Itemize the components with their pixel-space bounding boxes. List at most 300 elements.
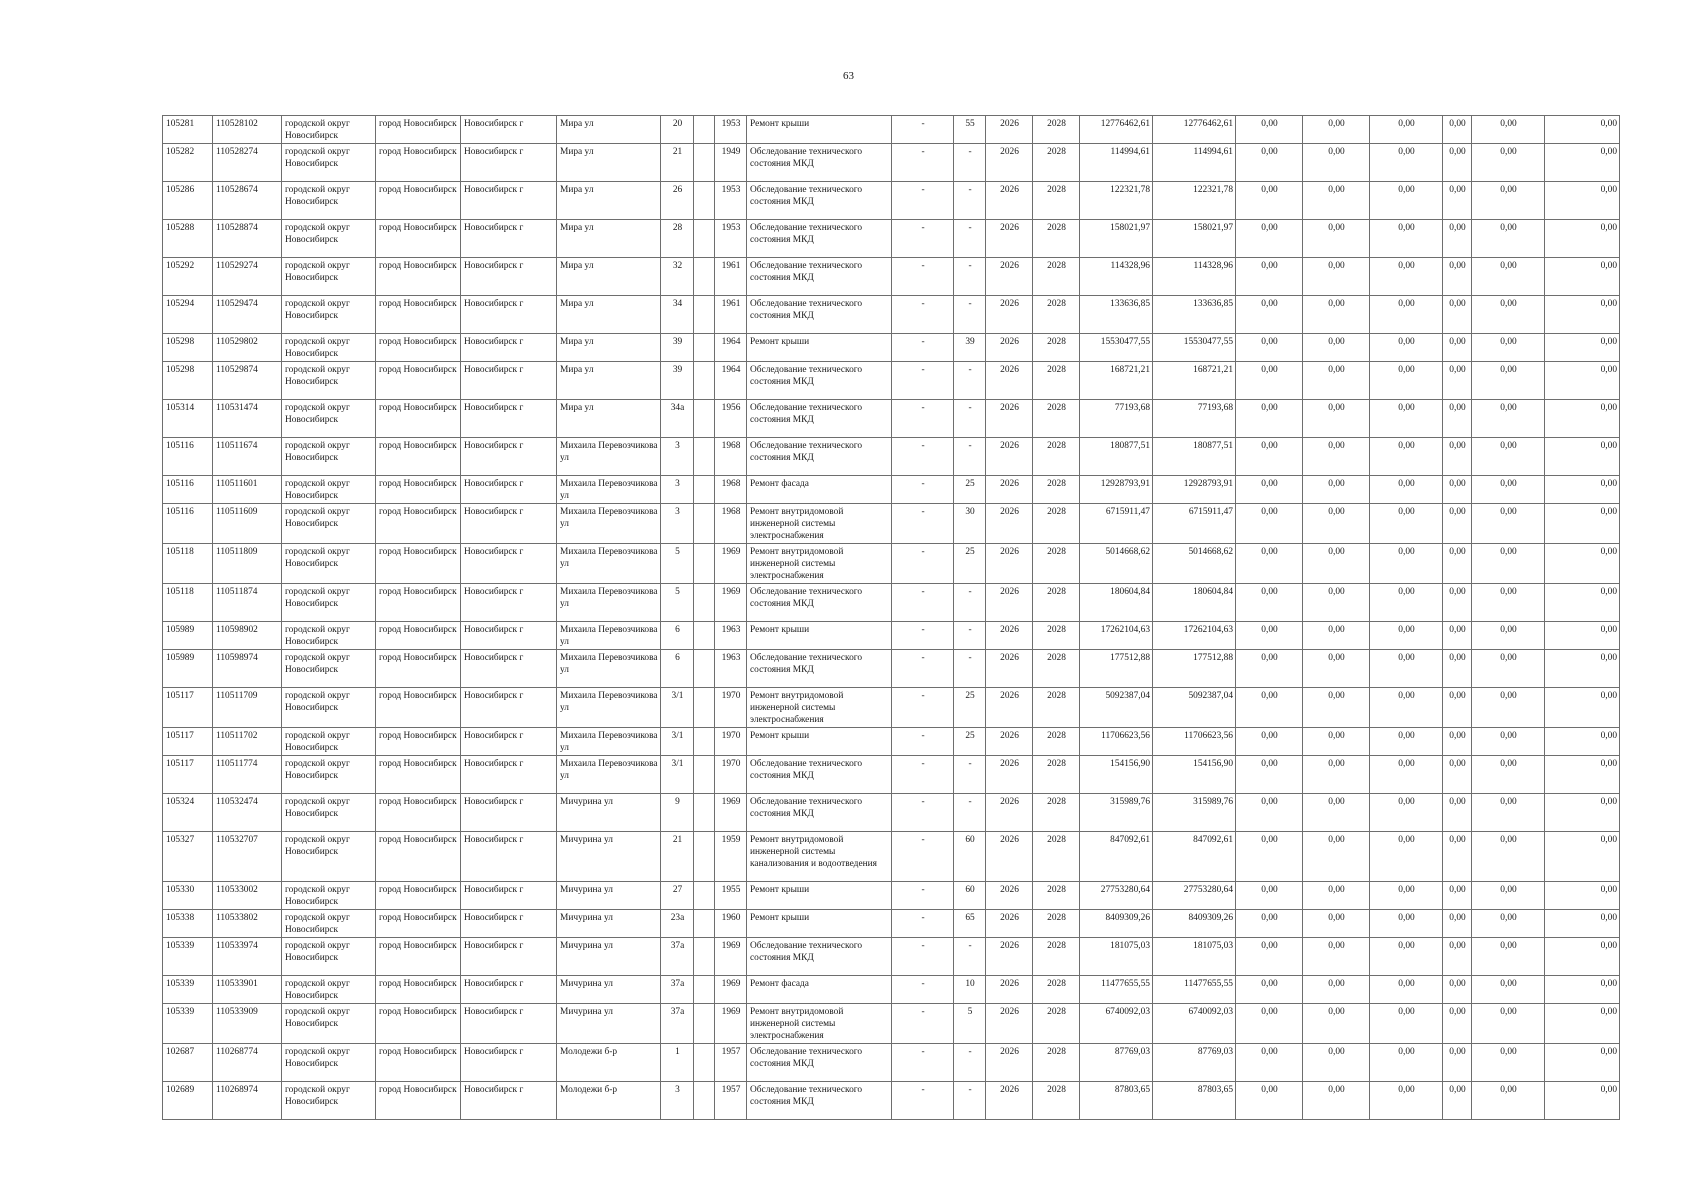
cell-cost: 15530477,55 xyxy=(1080,334,1153,362)
cell-funding-3: 0,00 xyxy=(1370,1082,1443,1120)
table-row xyxy=(163,116,1620,144)
cell-work-flag: - xyxy=(892,584,954,622)
cell-work-code: 110268774 xyxy=(213,1044,282,1082)
cell-district: городской округ Новосибирск xyxy=(282,1004,376,1044)
cell-funding-3: 0,00 xyxy=(1370,334,1443,362)
cell-funding-4: 0,00 xyxy=(1443,296,1472,334)
cell-work-type: Обследование технического состояния МКД xyxy=(747,182,892,220)
cell-cost: 11477655,55 xyxy=(1080,976,1153,1004)
cell-funding-3: 0,00 xyxy=(1370,258,1443,296)
table-row xyxy=(163,976,1620,1004)
cell-funding-1: 0,00 xyxy=(1236,296,1303,334)
cell-district: городской округ Новосибирск xyxy=(282,910,376,938)
cell-street: Михаила Перевозчикова ул xyxy=(557,756,661,794)
table-row xyxy=(163,476,1620,504)
cell-year-end: 2028 xyxy=(1033,182,1080,220)
cell-city: Новосибирск г xyxy=(461,882,557,910)
cell-year-start: 2026 xyxy=(986,622,1033,650)
cell-work-type: Обследование технического состояния МКД xyxy=(747,144,892,182)
cell-funding-1: 0,00 xyxy=(1236,584,1303,622)
cell-district: городской округ Новосибирск xyxy=(282,938,376,976)
table-row xyxy=(163,756,1620,794)
table-row xyxy=(163,728,1620,756)
cell-settlement: город Новосибирск xyxy=(376,756,461,794)
cell-funding-4: 0,00 xyxy=(1443,756,1472,794)
cell-settlement: город Новосибирск xyxy=(376,688,461,728)
cell-year-end: 2028 xyxy=(1033,728,1080,756)
cell-building-letter xyxy=(694,756,715,794)
cell-row-id: 105298 xyxy=(163,362,213,400)
cell-cost: 6715911,47 xyxy=(1080,504,1153,544)
cell-row-id: 105298 xyxy=(163,334,213,362)
cell-street: Мира ул xyxy=(557,116,661,144)
cell-row-id: 102687 xyxy=(163,1044,213,1082)
cell-house-number: 37а xyxy=(661,976,694,1004)
cell-cost-total: 12776462,61 xyxy=(1153,116,1236,144)
cell-work-code: 110511702 xyxy=(213,728,282,756)
cell-funding-5: 0,00 xyxy=(1472,400,1545,438)
cell-funding-6: 0,00 xyxy=(1545,1004,1620,1044)
cell-year-start: 2026 xyxy=(986,882,1033,910)
cell-funding-2: 0,00 xyxy=(1303,504,1370,544)
cell-row-id: 105286 xyxy=(163,182,213,220)
cell-street: Мичурина ул xyxy=(557,910,661,938)
cell-work-code: 110531474 xyxy=(213,400,282,438)
cell-row-id: 105339 xyxy=(163,1004,213,1044)
cell-city: Новосибирск г xyxy=(461,976,557,1004)
cell-work-code: 110598974 xyxy=(213,650,282,688)
cell-build-year: 1968 xyxy=(715,438,747,476)
cell-district: городской округ Новосибирск xyxy=(282,476,376,504)
cell-year-start: 2026 xyxy=(986,1004,1033,1044)
cell-service-life: - xyxy=(954,756,986,794)
cell-cost-total: 12928793,91 xyxy=(1153,476,1236,504)
cell-cost-total: 77193,68 xyxy=(1153,400,1236,438)
cell-district: городской округ Новосибирск xyxy=(282,220,376,258)
cell-funding-5: 0,00 xyxy=(1472,650,1545,688)
cell-work-code: 110529274 xyxy=(213,258,282,296)
cell-funding-2: 0,00 xyxy=(1303,794,1370,832)
cell-district: городской округ Новосибирск xyxy=(282,832,376,882)
cell-cost-total: 6715911,47 xyxy=(1153,504,1236,544)
cell-year-end: 2028 xyxy=(1033,438,1080,476)
cell-row-id: 105282 xyxy=(163,144,213,182)
cell-row-id: 105314 xyxy=(163,400,213,438)
cell-work-code: 110268974 xyxy=(213,1082,282,1120)
cell-funding-6: 0,00 xyxy=(1545,182,1620,220)
cell-service-life: - xyxy=(954,1044,986,1082)
cell-work-flag: - xyxy=(892,910,954,938)
cell-street: Михаила Перевозчикова ул xyxy=(557,438,661,476)
cell-house-number: 5 xyxy=(661,544,694,584)
cell-funding-1: 0,00 xyxy=(1236,476,1303,504)
cell-year-end: 2028 xyxy=(1033,622,1080,650)
cell-street: Михаила Перевозчикова ул xyxy=(557,622,661,650)
cell-work-code: 110511709 xyxy=(213,688,282,728)
cell-street: Михаила Перевозчикова ул xyxy=(557,584,661,622)
cell-building-letter xyxy=(694,976,715,1004)
cell-cost-total: 11477655,55 xyxy=(1153,976,1236,1004)
cell-work-type: Ремонт крыши xyxy=(747,334,892,362)
cell-city: Новосибирск г xyxy=(461,116,557,144)
cell-work-flag: - xyxy=(892,622,954,650)
table-row xyxy=(163,794,1620,832)
cell-building-letter xyxy=(694,728,715,756)
cell-house-number: 5 xyxy=(661,584,694,622)
cell-cost-total: 158021,97 xyxy=(1153,220,1236,258)
table-row xyxy=(163,296,1620,334)
cell-funding-6: 0,00 xyxy=(1545,334,1620,362)
table-row xyxy=(163,1044,1620,1082)
cell-work-flag: - xyxy=(892,688,954,728)
cell-year-start: 2026 xyxy=(986,650,1033,688)
cell-service-life: - xyxy=(954,938,986,976)
cell-cost: 8409309,26 xyxy=(1080,910,1153,938)
table-row xyxy=(163,882,1620,910)
cell-year-start: 2026 xyxy=(986,938,1033,976)
cell-city: Новосибирск г xyxy=(461,688,557,728)
capital-repair-register-table xyxy=(162,115,1620,1120)
cell-work-type: Ремонт внутридомовой инженерной системы электроснабжения xyxy=(747,688,892,728)
cell-build-year: 1961 xyxy=(715,258,747,296)
cell-funding-3: 0,00 xyxy=(1370,144,1443,182)
cell-year-start: 2026 xyxy=(986,258,1033,296)
cell-service-life: - xyxy=(954,650,986,688)
cell-funding-4: 0,00 xyxy=(1443,688,1472,728)
cell-year-end: 2028 xyxy=(1033,116,1080,144)
cell-funding-6: 0,00 xyxy=(1545,438,1620,476)
cell-funding-5: 0,00 xyxy=(1472,544,1545,584)
cell-funding-4: 0,00 xyxy=(1443,1082,1472,1120)
cell-build-year: 1970 xyxy=(715,688,747,728)
cell-funding-3: 0,00 xyxy=(1370,400,1443,438)
cell-build-year: 1960 xyxy=(715,910,747,938)
cell-cost: 11706623,56 xyxy=(1080,728,1153,756)
cell-district: городской округ Новосибирск xyxy=(282,438,376,476)
cell-funding-5: 0,00 xyxy=(1472,910,1545,938)
cell-row-id: 105116 xyxy=(163,476,213,504)
cell-settlement: город Новосибирск xyxy=(376,116,461,144)
cell-funding-3: 0,00 xyxy=(1370,622,1443,650)
cell-funding-2: 0,00 xyxy=(1303,476,1370,504)
cell-build-year: 1970 xyxy=(715,756,747,794)
cell-funding-5: 0,00 xyxy=(1472,1004,1545,1044)
cell-year-start: 2026 xyxy=(986,1082,1033,1120)
cell-work-code: 110533974 xyxy=(213,938,282,976)
cell-cost: 5014668,62 xyxy=(1080,544,1153,584)
cell-funding-2: 0,00 xyxy=(1303,938,1370,976)
cell-build-year: 1953 xyxy=(715,116,747,144)
cell-year-end: 2028 xyxy=(1033,756,1080,794)
cell-settlement: город Новосибирск xyxy=(376,144,461,182)
cell-work-type: Обследование технического состояния МКД xyxy=(747,296,892,334)
cell-city: Новосибирск г xyxy=(461,182,557,220)
cell-district: городской округ Новосибирск xyxy=(282,688,376,728)
cell-work-code: 110532707 xyxy=(213,832,282,882)
cell-cost-total: 154156,90 xyxy=(1153,756,1236,794)
cell-funding-5: 0,00 xyxy=(1472,438,1545,476)
cell-funding-1: 0,00 xyxy=(1236,1004,1303,1044)
cell-funding-4: 0,00 xyxy=(1443,882,1472,910)
cell-year-end: 2028 xyxy=(1033,976,1080,1004)
cell-row-id: 105117 xyxy=(163,688,213,728)
cell-work-code: 110528674 xyxy=(213,182,282,220)
cell-funding-6: 0,00 xyxy=(1545,882,1620,910)
cell-year-end: 2028 xyxy=(1033,296,1080,334)
table-row xyxy=(163,400,1620,438)
cell-district: городской округ Новосибирск xyxy=(282,1082,376,1120)
cell-build-year: 1969 xyxy=(715,584,747,622)
cell-funding-5: 0,00 xyxy=(1472,362,1545,400)
cell-settlement: город Новосибирск xyxy=(376,650,461,688)
cell-row-id: 102689 xyxy=(163,1082,213,1120)
cell-year-start: 2026 xyxy=(986,728,1033,756)
cell-funding-3: 0,00 xyxy=(1370,650,1443,688)
cell-year-end: 2028 xyxy=(1033,476,1080,504)
table-row xyxy=(163,1004,1620,1044)
cell-district: городской округ Новосибирск xyxy=(282,650,376,688)
cell-cost-total: 8409309,26 xyxy=(1153,910,1236,938)
cell-service-life: - xyxy=(954,220,986,258)
cell-street: Мира ул xyxy=(557,182,661,220)
cell-funding-5: 0,00 xyxy=(1472,258,1545,296)
cell-work-flag: - xyxy=(892,116,954,144)
cell-service-life: - xyxy=(954,622,986,650)
cell-street: Мичурина ул xyxy=(557,882,661,910)
cell-year-end: 2028 xyxy=(1033,650,1080,688)
cell-building-letter xyxy=(694,910,715,938)
cell-funding-2: 0,00 xyxy=(1303,584,1370,622)
cell-funding-2: 0,00 xyxy=(1303,400,1370,438)
cell-cost: 168721,21 xyxy=(1080,362,1153,400)
cell-building-letter xyxy=(694,1004,715,1044)
cell-work-code: 110528274 xyxy=(213,144,282,182)
cell-work-flag: - xyxy=(892,728,954,756)
cell-cost-total: 114994,61 xyxy=(1153,144,1236,182)
cell-funding-5: 0,00 xyxy=(1472,832,1545,882)
cell-cost: 180604,84 xyxy=(1080,584,1153,622)
cell-settlement: город Новосибирск xyxy=(376,794,461,832)
cell-funding-3: 0,00 xyxy=(1370,728,1443,756)
cell-funding-1: 0,00 xyxy=(1236,910,1303,938)
cell-funding-1: 0,00 xyxy=(1236,438,1303,476)
cell-funding-1: 0,00 xyxy=(1236,258,1303,296)
cell-work-type: Ремонт крыши xyxy=(747,116,892,144)
cell-funding-1: 0,00 xyxy=(1236,688,1303,728)
cell-house-number: 28 xyxy=(661,220,694,258)
cell-cost-total: 180604,84 xyxy=(1153,584,1236,622)
cell-work-type: Ремонт внутридомовой инженерной системы канализования и водоотведения xyxy=(747,832,892,882)
cell-work-code: 110528874 xyxy=(213,220,282,258)
cell-city: Новосибирск г xyxy=(461,938,557,976)
cell-funding-2: 0,00 xyxy=(1303,220,1370,258)
cell-row-id: 105339 xyxy=(163,976,213,1004)
cell-funding-3: 0,00 xyxy=(1370,438,1443,476)
table-row xyxy=(163,910,1620,938)
cell-work-type: Ремонт фасада xyxy=(747,976,892,1004)
cell-work-type: Обследование технического состояния МКД xyxy=(747,220,892,258)
cell-city: Новосибирск г xyxy=(461,1004,557,1044)
cell-work-flag: - xyxy=(892,400,954,438)
cell-city: Новосибирск г xyxy=(461,1044,557,1082)
cell-house-number: 32 xyxy=(661,258,694,296)
cell-house-number: 37а xyxy=(661,1004,694,1044)
cell-service-life: 60 xyxy=(954,882,986,910)
cell-row-id: 105118 xyxy=(163,544,213,584)
cell-settlement: город Новосибирск xyxy=(376,1044,461,1082)
cell-funding-2: 0,00 xyxy=(1303,882,1370,910)
table-row xyxy=(163,362,1620,400)
cell-work-type: Ремонт крыши xyxy=(747,728,892,756)
cell-funding-2: 0,00 xyxy=(1303,976,1370,1004)
cell-build-year: 1964 xyxy=(715,362,747,400)
cell-building-letter xyxy=(694,144,715,182)
cell-row-id: 105292 xyxy=(163,258,213,296)
cell-work-flag: - xyxy=(892,438,954,476)
cell-settlement: город Новосибирск xyxy=(376,910,461,938)
cell-funding-4: 0,00 xyxy=(1443,182,1472,220)
cell-house-number: 39 xyxy=(661,334,694,362)
cell-funding-3: 0,00 xyxy=(1370,220,1443,258)
cell-city: Новосибирск г xyxy=(461,544,557,584)
cell-year-end: 2028 xyxy=(1033,144,1080,182)
cell-funding-4: 0,00 xyxy=(1443,220,1472,258)
table-row xyxy=(163,650,1620,688)
cell-work-flag: - xyxy=(892,334,954,362)
cell-year-end: 2028 xyxy=(1033,362,1080,400)
cell-funding-2: 0,00 xyxy=(1303,258,1370,296)
cell-build-year: 1969 xyxy=(715,976,747,1004)
cell-house-number: 9 xyxy=(661,794,694,832)
cell-funding-2: 0,00 xyxy=(1303,728,1370,756)
cell-work-code: 110511774 xyxy=(213,756,282,794)
cell-street: Мира ул xyxy=(557,144,661,182)
cell-work-type: Обследование технического состояния МКД xyxy=(747,938,892,976)
cell-settlement: город Новосибирск xyxy=(376,504,461,544)
cell-district: городской округ Новосибирск xyxy=(282,544,376,584)
cell-cost-total: 6740092,03 xyxy=(1153,1004,1236,1044)
cell-funding-3: 0,00 xyxy=(1370,976,1443,1004)
cell-funding-4: 0,00 xyxy=(1443,438,1472,476)
cell-funding-5: 0,00 xyxy=(1472,584,1545,622)
cell-funding-4: 0,00 xyxy=(1443,910,1472,938)
cell-funding-6: 0,00 xyxy=(1545,650,1620,688)
cell-row-id: 105117 xyxy=(163,728,213,756)
cell-funding-1: 0,00 xyxy=(1236,976,1303,1004)
cell-cost-total: 15530477,55 xyxy=(1153,334,1236,362)
cell-street: Михаила Перевозчикова ул xyxy=(557,688,661,728)
cell-city: Новосибирск г xyxy=(461,220,557,258)
cell-work-code: 110533909 xyxy=(213,1004,282,1044)
cell-work-type: Обследование технического состояния МКД xyxy=(747,438,892,476)
cell-settlement: город Новосибирск xyxy=(376,438,461,476)
cell-building-letter xyxy=(694,794,715,832)
cell-cost-total: 180877,51 xyxy=(1153,438,1236,476)
cell-street: Мичурина ул xyxy=(557,976,661,1004)
cell-funding-2: 0,00 xyxy=(1303,182,1370,220)
cell-year-end: 2028 xyxy=(1033,1082,1080,1120)
cell-work-type: Ремонт внутридомовой инженерной системы электроснабжения xyxy=(747,1004,892,1044)
cell-work-code: 110598902 xyxy=(213,622,282,650)
cell-funding-6: 0,00 xyxy=(1545,476,1620,504)
cell-building-letter xyxy=(694,650,715,688)
cell-cost: 6740092,03 xyxy=(1080,1004,1153,1044)
cell-funding-2: 0,00 xyxy=(1303,688,1370,728)
cell-building-letter xyxy=(694,476,715,504)
cell-cost-total: 87769,03 xyxy=(1153,1044,1236,1082)
table-row xyxy=(163,144,1620,182)
cell-year-start: 2026 xyxy=(986,334,1033,362)
cell-street: Михаила Перевозчикова ул xyxy=(557,544,661,584)
cell-work-type: Ремонт крыши xyxy=(747,910,892,938)
cell-funding-6: 0,00 xyxy=(1545,296,1620,334)
cell-build-year: 1969 xyxy=(715,938,747,976)
cell-building-letter xyxy=(694,182,715,220)
cell-funding-3: 0,00 xyxy=(1370,1044,1443,1082)
cell-funding-6: 0,00 xyxy=(1545,362,1620,400)
cell-year-start: 2026 xyxy=(986,794,1033,832)
cell-service-life: 25 xyxy=(954,688,986,728)
cell-build-year: 1961 xyxy=(715,296,747,334)
cell-cost: 122321,78 xyxy=(1080,182,1153,220)
cell-funding-5: 0,00 xyxy=(1472,476,1545,504)
cell-work-flag: - xyxy=(892,258,954,296)
cell-year-start: 2026 xyxy=(986,144,1033,182)
cell-building-letter xyxy=(694,1082,715,1120)
cell-building-letter xyxy=(694,220,715,258)
cell-funding-5: 0,00 xyxy=(1472,504,1545,544)
cell-funding-4: 0,00 xyxy=(1443,144,1472,182)
cell-building-letter xyxy=(694,116,715,144)
cell-cost: 847092,61 xyxy=(1080,832,1153,882)
cell-funding-5: 0,00 xyxy=(1472,296,1545,334)
cell-city: Новосибирск г xyxy=(461,296,557,334)
cell-funding-6: 0,00 xyxy=(1545,400,1620,438)
cell-build-year: 1964 xyxy=(715,334,747,362)
cell-row-id: 105118 xyxy=(163,584,213,622)
cell-settlement: город Новосибирск xyxy=(376,1004,461,1044)
cell-street: Мира ул xyxy=(557,334,661,362)
cell-building-letter xyxy=(694,296,715,334)
cell-funding-5: 0,00 xyxy=(1472,182,1545,220)
cell-building-letter xyxy=(694,622,715,650)
cell-house-number: 3/1 xyxy=(661,688,694,728)
cell-funding-2: 0,00 xyxy=(1303,116,1370,144)
cell-city: Новосибирск г xyxy=(461,728,557,756)
cell-year-start: 2026 xyxy=(986,544,1033,584)
cell-service-life: 55 xyxy=(954,116,986,144)
cell-settlement: город Новосибирск xyxy=(376,362,461,400)
cell-street: Мичурина ул xyxy=(557,1004,661,1044)
cell-service-life: 10 xyxy=(954,976,986,1004)
cell-cost: 180877,51 xyxy=(1080,438,1153,476)
cell-funding-1: 0,00 xyxy=(1236,544,1303,584)
cell-funding-4: 0,00 xyxy=(1443,116,1472,144)
cell-work-code: 110511609 xyxy=(213,504,282,544)
cell-funding-4: 0,00 xyxy=(1443,334,1472,362)
cell-funding-4: 0,00 xyxy=(1443,504,1472,544)
cell-year-start: 2026 xyxy=(986,584,1033,622)
cell-row-id: 105281 xyxy=(163,116,213,144)
table-row xyxy=(163,938,1620,976)
cell-funding-4: 0,00 xyxy=(1443,544,1472,584)
cell-cost-total: 847092,61 xyxy=(1153,832,1236,882)
table-row xyxy=(163,334,1620,362)
cell-year-start: 2026 xyxy=(986,296,1033,334)
cell-district: городской округ Новосибирск xyxy=(282,882,376,910)
cell-city: Новосибирск г xyxy=(461,1082,557,1120)
cell-settlement: город Новосибирск xyxy=(376,258,461,296)
